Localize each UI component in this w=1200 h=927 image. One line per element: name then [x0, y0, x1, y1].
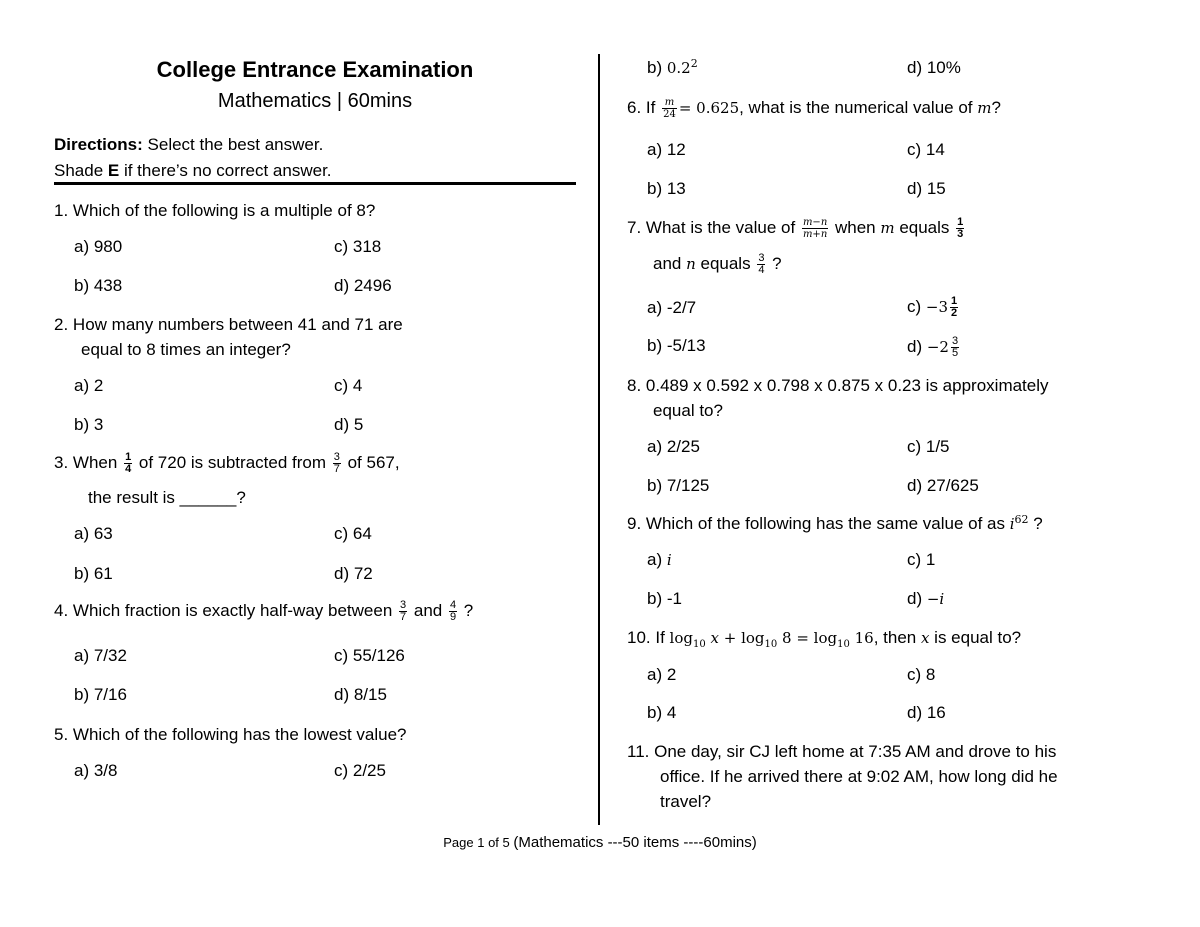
q6-text-2: , what is the numerical value of [739, 97, 978, 117]
q4-number: 4. [54, 600, 69, 620]
question-5 [54, 725, 407, 745]
q8-number: 8. [627, 376, 642, 395]
q5-option-c: c) 2/25 [334, 761, 386, 780]
question-2 [54, 315, 403, 335]
q9-option-d: d) −i [907, 589, 945, 608]
q2-option-d: d) 5 [334, 415, 364, 434]
question-1 [54, 201, 375, 221]
q2-line1: How many numbers between 41 and 71 are [72, 315, 403, 334]
q8-option-c: c) 1/5 [907, 437, 950, 456]
q3-option-b: b) 61 [74, 564, 113, 583]
q4-option-c: c) 55/126 [334, 646, 405, 665]
q5-option-d: d) 10% [907, 58, 961, 77]
q4-option-b: b) 7/16 [74, 685, 127, 704]
q9-text-1: Which of the following has the same value of as [645, 514, 1010, 533]
question-10: 10. If $\log_{10} x + \log_{10} 8 = \log_{10} 16$, then x is equal to? [627, 628, 1022, 650]
question-6 [627, 97, 1001, 120]
page-title: College Entrance Examination [156, 57, 474, 82]
q5-option-b: b) $0.2^2$ [647, 57, 698, 77]
q1-option-b: b) 438 [74, 276, 123, 295]
q3-fraction-2: $\frac{3}{7}$ [333, 451, 340, 475]
question-9 [627, 514, 1043, 534]
q3-text-1: When [72, 452, 123, 472]
q11-line1: One day, sir CJ left home at 7:35 AM and drove to his [654, 742, 1057, 761]
q8-option-b: b) 7/125 [647, 476, 710, 495]
q6-option-d: d) 15 [907, 179, 946, 198]
q8-line2: equal to? [653, 401, 723, 420]
q1-option-d: d) 2496 [334, 276, 392, 295]
q3-number: 3. [54, 452, 69, 472]
q6-text-1: If [645, 97, 661, 117]
q7-fraction: $\frac{m-n}{m+n}$ [802, 217, 828, 240]
q2-option-a: a) 2 [74, 376, 104, 395]
q4-option-d: d) 8/15 [334, 685, 387, 704]
directions [54, 132, 332, 184]
q10-option-c: c) 8 [907, 665, 936, 684]
q4-fraction-2: $\frac{4}{9}$ [449, 599, 457, 623]
q10-option-d: d) 16 [907, 703, 946, 722]
q3-fraction-1: $\frac{1}{4}$ [125, 451, 132, 475]
q5-option-b-math: $0.2^2$ [666, 57, 698, 77]
q4-text-1: Which fraction is exactly half-way between [72, 600, 398, 620]
q4-option-a: a) 7/32 [74, 646, 127, 665]
q6-variable: m [977, 98, 992, 117]
question-7 [627, 217, 966, 240]
q9-text-2: ? [1028, 514, 1043, 533]
q6-option-a: a) 12 [647, 140, 686, 159]
q7-line2: and n equals $\frac{3}{4}$ ? [653, 252, 782, 276]
q7-text-2: when [830, 217, 881, 237]
q9-option-a: a) i [647, 550, 672, 569]
q6-text-3: ? [991, 97, 1001, 117]
q7-option-b: b) -5/13 [647, 336, 706, 355]
question-8 [627, 376, 1049, 396]
q5-number: 5. [54, 725, 69, 744]
q4-text-3: ? [459, 600, 474, 620]
q4-fraction-1: $\frac{3}{7}$ [400, 599, 407, 623]
q1-number: 1. [54, 201, 69, 220]
q10-option-a: a) 2 [647, 665, 677, 684]
q3-text-3: of 567, [342, 452, 400, 472]
q2-line2: equal to 8 times an integer? [81, 340, 291, 359]
q6-fraction: $\frac{m}{24}$ [663, 97, 676, 120]
q10-variable: x [920, 629, 930, 647]
q11-line3: travel? [660, 792, 712, 811]
q7-text-1: What is the value of [645, 217, 800, 237]
q2-option-b: b) 3 [74, 415, 104, 434]
q3-line2: the result is ______? [88, 488, 246, 507]
q7-option-d: d) −2 $\frac{3}{5}$ [907, 335, 959, 359]
q3-option-a: a) 63 [74, 524, 113, 543]
q7-text-3: equals [894, 217, 955, 237]
q7-option-c: c) −3 $\frac{1}{2}$ [907, 295, 958, 319]
q5-option-a: a) 3/8 [74, 761, 118, 780]
q7-option-c-fraction: $\frac{1}{2}$ [951, 295, 958, 319]
q7-fraction-3: $\frac{3}{4}$ [758, 252, 765, 276]
q4-text-2: and [409, 600, 447, 620]
q2-option-c: c) 4 [334, 376, 363, 395]
q8-option-a: a) 2/25 [647, 437, 700, 456]
footer-info: (Mathematics ---50 items ----60mins) [513, 834, 757, 851]
shade-pre: Shade [54, 161, 108, 180]
page-subtitle: Mathematics | 60mins [217, 90, 413, 112]
q10-equation: $\log_{10} x + \log_{10} 8 = \log_{10} 16$ [669, 629, 874, 650]
header-divider [54, 182, 576, 185]
q8-option-d: d) 27/625 [907, 476, 979, 495]
q6-option-b: b) 13 [647, 179, 686, 198]
q6-number: 6. [627, 97, 642, 117]
q1-option-c: c) 318 [334, 237, 382, 256]
q10-number: 10. [627, 628, 651, 647]
directions-label: Directions: [54, 135, 143, 154]
q6-equation: = 0.625 [678, 98, 740, 117]
q2-number: 2. [54, 315, 69, 334]
q9-option-b: b) -1 [647, 589, 682, 608]
question-11 [627, 742, 1056, 762]
shade-post: if there’s no correct answer. [119, 161, 332, 180]
q9-power: $i^{62}$ [1009, 513, 1029, 533]
q7-var-m: m [880, 218, 895, 237]
q3-text-2: of 720 is subtracted from [134, 452, 331, 472]
q7-option-d-fraction: $\frac{3}{5}$ [951, 335, 959, 359]
q1-text: Which of the following is a multiple of 8? [72, 201, 376, 220]
q7-fraction-2: $\frac{1}{3}$ [957, 216, 964, 240]
shade-letter: E [107, 161, 120, 180]
column-divider [598, 54, 600, 825]
q11-number: 11. [627, 742, 650, 761]
q1-option-a: a) 980 [74, 237, 123, 256]
q7-number: 7. [627, 217, 642, 237]
q10-option-b: b) 4 [647, 703, 677, 722]
q6-option-c: c) 14 [907, 140, 945, 159]
q7-var-n: n [686, 254, 696, 273]
question-4 [54, 600, 473, 623]
page-footer [0, 834, 1200, 851]
q5-text: Which of the following has the lowest value? [72, 725, 407, 744]
q3-option-c: c) 64 [334, 524, 372, 543]
q9-option-c: c) 1 [907, 550, 936, 569]
q3-option-d: d) 72 [334, 564, 373, 583]
q7-option-a: a) -2/7 [647, 298, 697, 317]
q9-number: 9. [627, 514, 642, 533]
question-3 [54, 452, 400, 475]
q8-line1: 0.489 x 0.592 x 0.798 x 0.875 x 0.23 is approximately [645, 376, 1049, 395]
directions-text: Select the best answer. [142, 135, 324, 154]
q11-line2: office. If he arrived there at 9:02 AM, how long did he [660, 767, 1058, 786]
footer-page: Page 1 of 5 [443, 835, 514, 850]
